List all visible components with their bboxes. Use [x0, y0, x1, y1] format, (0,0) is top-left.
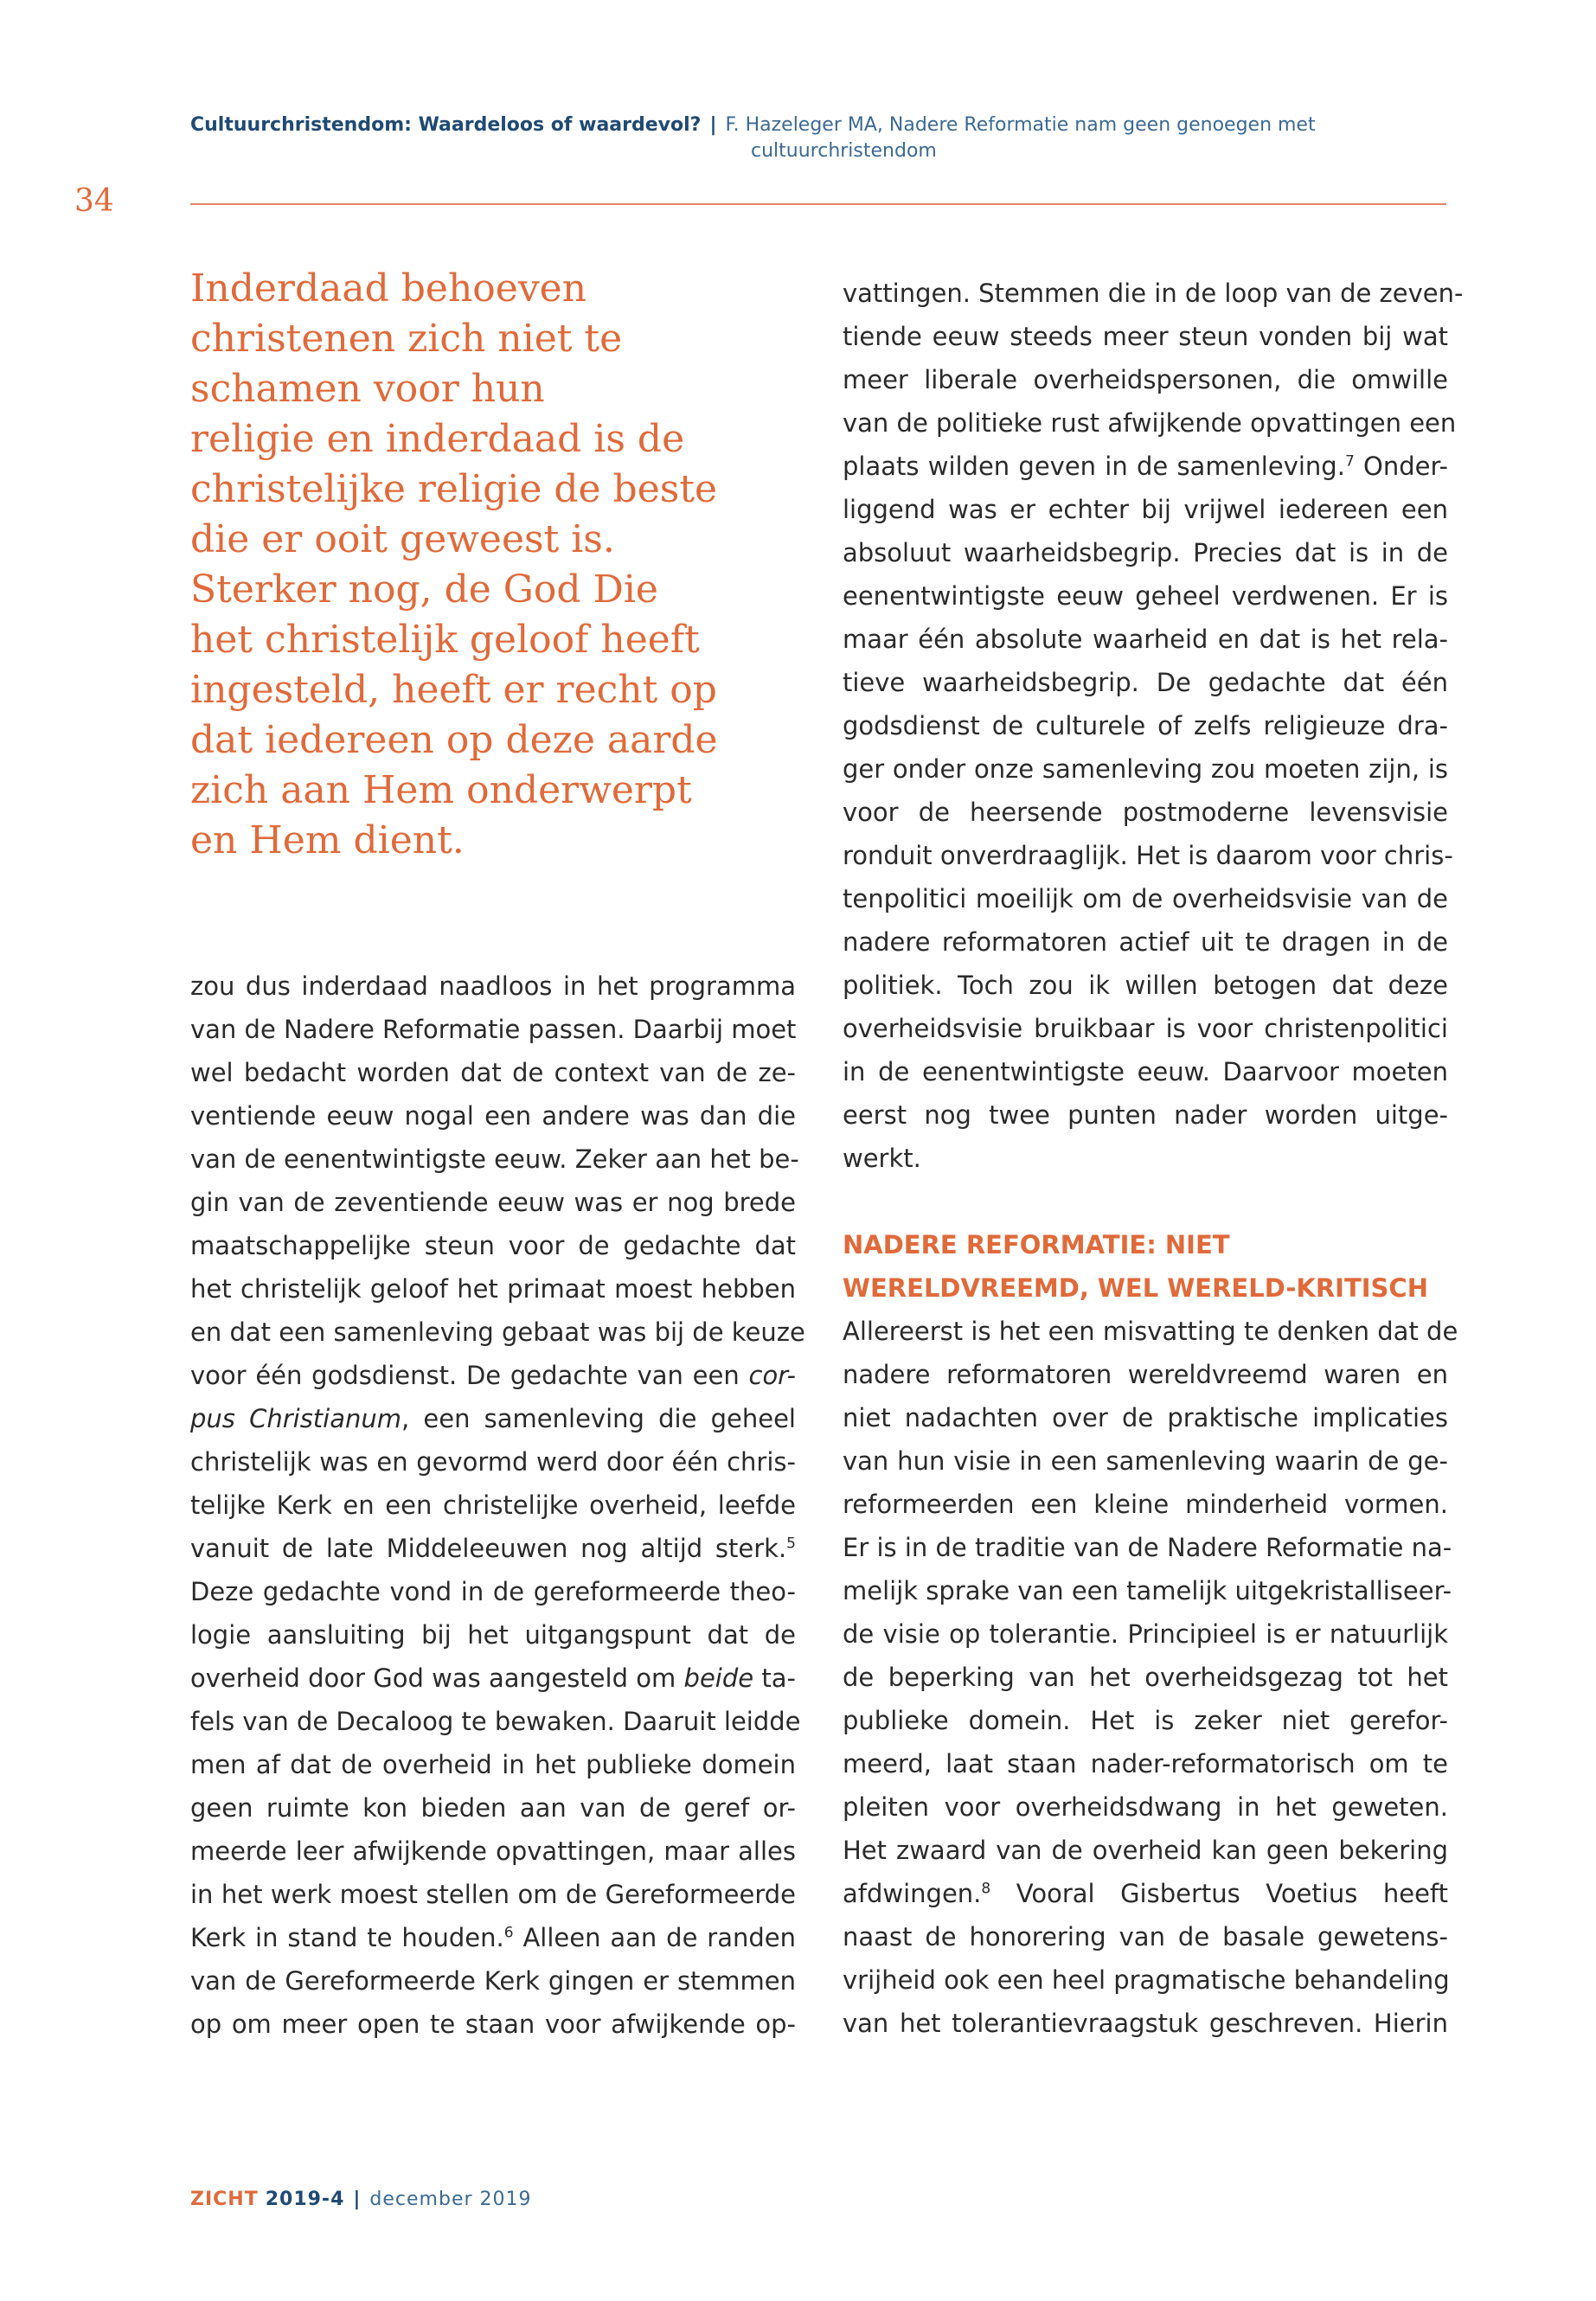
text-line: Allereerst is het een misvatting te denken dat de: [843, 1317, 1458, 1346]
text-run: Kerk in stand te houden.: [190, 1923, 504, 1952]
text-line: van de eenentwintigste eeuw. Zeker aan het be-: [190, 1144, 799, 1174]
text-line: gin van de zeventiende eeuw was er nog brede: [190, 1188, 796, 1217]
text-line: christelijk was en gevormd werd door één chris-: [190, 1447, 796, 1477]
text-line: nadere reformatoren wereldvreemd waren en: [843, 1360, 1448, 1389]
text-line: logie aansluiting bij het uitgangspunt dat de: [190, 1620, 796, 1650]
text-line: tenpolitici moeilijk om de overheidsvisie van de: [843, 884, 1448, 913]
pull-quote-line: religie en inderdaad is de: [190, 417, 685, 461]
text-line: reformeerden een kleine minderheid vormen.: [843, 1490, 1448, 1519]
text-line: vattingen. Stemmen die in de loop van de zeven-: [843, 279, 1464, 308]
pull-quote-line: Inderdaad behoeven: [190, 266, 587, 311]
italic-term: cor-: [748, 1361, 796, 1390]
footer-separator: |: [353, 2189, 362, 2210]
text-line: meerde leer afwijkende opvattingen, maar alles: [190, 1836, 796, 1866]
text-line: en dat een samenleving gebaat was bij de keuze: [190, 1317, 805, 1347]
header-separator: |: [709, 114, 717, 136]
text-line: tiende eeuw steeds meer steun vonden bij wat: [843, 322, 1448, 351]
pull-quote-line: en Hem dient.: [190, 818, 465, 862]
page-footer: [190, 2187, 532, 2213]
text-line: absoluut waarheidsbegrip. Precies dat is in de: [843, 538, 1448, 567]
text-line: [843, 1872, 1448, 1915]
running-header: [190, 112, 1453, 164]
text-run: voor één godsdienst. De gedachte van een: [190, 1361, 749, 1390]
pull-quote-line: christelijke religie de beste: [190, 467, 718, 511]
footnote-ref[interactable]: 8: [981, 1880, 991, 1898]
text-run: , een samenleving die geheel: [401, 1404, 796, 1433]
text-line: pleiten voor overheidsdwang in het geweten.: [843, 1792, 1448, 1822]
text-run: ta-: [753, 1663, 796, 1693]
text-line: Er is in de traditie van de Nadere Reformatie na-: [843, 1533, 1452, 1562]
text-line: ger onder onze samenleving zou moeten zijn, is: [843, 754, 1448, 784]
text-line: fels van de Decaloog te bewaken. Daaruit leidde: [190, 1707, 801, 1736]
italic-term: pus Christianum: [190, 1404, 402, 1433]
text-line: men af dat de overheid in het publieke domein: [190, 1750, 796, 1779]
text-line: publieke domein. Het is zeker niet gerefor-: [843, 1706, 1448, 1735]
text-line: wel bedacht worden dat de context van de ze-: [190, 1058, 796, 1087]
text-line: [190, 1354, 796, 1397]
text-line: het christelijk geloof het primaat moest hebben: [190, 1274, 796, 1304]
text-line: de beperking van het overheidsgezag tot het: [843, 1663, 1448, 1692]
text-run: overheid door God was aangesteld om: [190, 1663, 684, 1693]
pull-quote-line: het christelijk geloof heeft: [190, 618, 700, 662]
text-line: ventiende eeuw nogal een andere was dan die: [190, 1101, 796, 1131]
text-line: meerd, laat staan nader-reformatorisch om te: [843, 1749, 1448, 1779]
issue-number: 2019-4: [265, 2189, 345, 2210]
footnote-ref[interactable]: 7: [1344, 452, 1355, 471]
text-line: Deze gedachte vond in de gereformeerde theo-: [190, 1577, 796, 1606]
series-title: Cultuurchristendom: Waardeloos of waardevol?: [190, 114, 702, 136]
text-line: niet nadachten over de praktische implicaties: [843, 1403, 1448, 1433]
text-line: politiek. Toch zou ik willen betogen dat deze: [843, 971, 1448, 1000]
text-line: zou dus inderdaad naadloos in het programma: [190, 971, 796, 1001]
text-run: Alleen aan de randen: [513, 1923, 797, 1952]
text-line: op om meer open te staan voor afwijkende op-: [190, 2009, 796, 2039]
text-line: werkt.: [843, 1144, 921, 1173]
text-run: Vooral Gisbertus Voetius heeft: [990, 1879, 1448, 1908]
header-rule: [190, 203, 1446, 205]
text-line: melijk sprake van een tamelijk uitgekristalliseer-: [843, 1576, 1452, 1606]
page-number: 34: [74, 183, 114, 219]
text-line: van de Gereformeerde Kerk gingen er stemmen: [190, 1966, 796, 1996]
text-line: [190, 1527, 796, 1570]
text-run: Onder-: [1354, 452, 1448, 481]
pull-quote-line: ingesteld, heeft er recht op: [190, 668, 717, 712]
body-column-right: [843, 272, 1464, 2045]
italic-term: beide: [683, 1663, 754, 1693]
text-line: vrijheid ook een heel pragmatische behandeling: [843, 1965, 1450, 1995]
body-column-left: [190, 965, 805, 2046]
text-line: nadere reformatoren actief uit te dragen in de: [843, 927, 1448, 957]
text-line: de visie op tolerantie. Principieel is er natuurlijk: [843, 1619, 1448, 1649]
text-line: eenentwintigste eeuw geheel verdwenen. Er is: [843, 581, 1448, 611]
text-line: [843, 445, 1448, 488]
pull-quote-line: Sterker nog, de God Die: [190, 567, 658, 612]
pull-quote-line: zich aan Hem onderwerpt: [190, 768, 692, 812]
text-line: liggend was er echter bij vrijwel iedereen een: [843, 495, 1448, 524]
section-heading: [843, 1223, 1448, 1310]
footnote-ref[interactable]: 5: [786, 1535, 796, 1553]
text-line: [190, 1397, 796, 1440]
pull-quote-line: die er ooit geweest is.: [190, 517, 615, 561]
pull-quote: [190, 264, 796, 866]
footnote-ref[interactable]: 6: [503, 1924, 514, 1942]
text-run: vanuit de late Middeleeuwen nog altijd sterk.: [190, 1534, 787, 1563]
text-line: van de Nadere Reformatie passen. Daarbij moet: [190, 1015, 797, 1044]
text-line: in de eenentwintigste eeuw. Daarvoor moeten: [843, 1057, 1448, 1086]
text-line: ronduit onverdraaglijk. Het is daarom voor chris-: [843, 841, 1453, 870]
magazine-name: ZICHT: [190, 2189, 259, 2210]
section-heading-line: WERELDVREEMD, WEL WERELD-KRITISCH: [843, 1273, 1428, 1303]
text-run: plaats wilden geven in de samenleving.: [843, 452, 1345, 481]
text-line: maar één absolute waarheid en dat is het rela-: [843, 625, 1448, 654]
text-line: voor de heersende postmoderne levensvisie: [843, 798, 1448, 827]
text-line: tieve waarheidsbegrip. De gedachte dat één: [843, 668, 1448, 697]
issue-date: december 2019: [369, 2189, 532, 2210]
text-line: meer liberale overheidspersonen, die omwille: [843, 365, 1448, 394]
pull-quote-line: schamen voor hun: [190, 367, 545, 411]
paragraph: [843, 272, 1464, 1180]
paragraph: [190, 965, 805, 2046]
text-line: in het werk moest stellen om de Gereformeerde: [190, 1880, 796, 1909]
article-byline: F. Hazeleger MA, Nadere Reformatie nam geen genoegen met: [725, 114, 1316, 136]
text-line: telijke Kerk en een christelijke overheid, leefde: [190, 1490, 796, 1520]
text-line: Het zwaard van de overheid kan geen bekering: [843, 1836, 1448, 1865]
text-line: maatschappelijke steun voor de gedachte dat: [190, 1231, 796, 1260]
text-line: godsdienst de culturele of zelfs religieuze dra-: [843, 711, 1448, 740]
text-line: eerst nog twee punten nader worden uitge-: [843, 1100, 1448, 1130]
text-line: van het tolerantievraagstuk geschreven. Hierin: [843, 2009, 1448, 2038]
article-byline-cont: cultuurchristendom: [751, 140, 937, 162]
text-line: van de politieke rust afwijkende opvattingen een: [843, 408, 1457, 438]
text-line: naast de honorering van de basale gewetens-: [843, 1922, 1448, 1952]
pull-quote-line: dat iedereen op deze aarde: [190, 718, 718, 762]
pull-quote-line: christenen zich niet te: [190, 317, 623, 361]
text-line: geen ruimte kon bieden aan van de geref or-: [190, 1793, 796, 1823]
text-line: [190, 1916, 796, 1959]
text-run: afdwingen.: [843, 1879, 982, 1908]
text-line: van hun visie in een samenleving waarin de ge-: [843, 1446, 1448, 1476]
text-line: overheidsvisie bruikbaar is voor christenpolitici: [843, 1014, 1448, 1043]
section-heading-line: NADERE REFORMATIE: NIET: [843, 1230, 1230, 1259]
paragraph: [843, 1310, 1458, 2045]
text-line: [190, 1657, 796, 1700]
